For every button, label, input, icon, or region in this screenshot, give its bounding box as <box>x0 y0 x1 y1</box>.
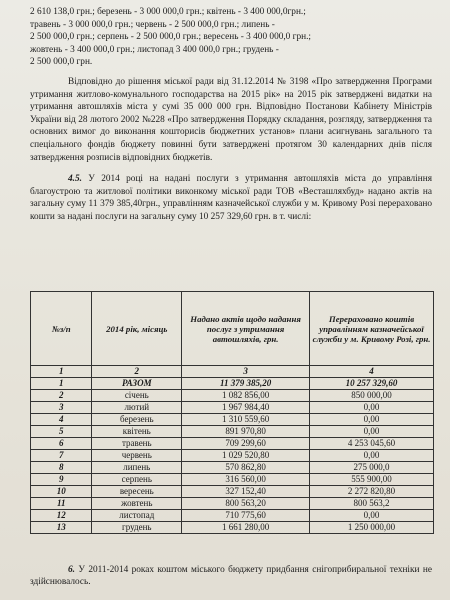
table-row <box>31 462 434 474</box>
table-row <box>31 450 434 462</box>
section-4-5-number: 4.5. <box>68 174 82 185</box>
row-number: 10 <box>31 486 92 498</box>
row-number: 2 <box>31 390 92 402</box>
row-number: 3 <box>31 402 92 414</box>
row-acts-amount: 1 310 559,60 <box>182 414 310 426</box>
row-transferred-amount: 555 900,00 <box>310 474 434 486</box>
row-month: червень <box>92 450 182 462</box>
index-cell: 3 <box>182 366 310 378</box>
table-row <box>31 414 434 426</box>
row-transferred-amount: 275 000,0 <box>310 462 434 474</box>
row-acts-amount: 327 152,40 <box>182 486 310 498</box>
row-acts-amount: 316 560,00 <box>182 474 310 486</box>
row-month: листопад <box>92 510 182 522</box>
row-month: вересень <box>92 486 182 498</box>
row-transferred-amount: 800 563,2 <box>310 498 434 510</box>
table-row <box>31 390 434 402</box>
intro-line-2: травень - 3 000 000,0 грн.; червень - 2 500 000,0 грн.; липень - <box>30 19 275 30</box>
header-transferred: Перераховано коштів управлінням казначейської служби у м. Кривому Розі, грн. <box>310 292 434 366</box>
row-number: 6 <box>31 438 92 450</box>
row-acts-amount: 800 563,20 <box>182 498 310 510</box>
table-row <box>31 498 434 510</box>
row-acts-amount: 1 082 856,00 <box>182 390 310 402</box>
intro-line-3: 2 500 000,0 грн.; серпень - 2 500 000,0 грн.; вересень - 3 400 000,0 грн.; <box>30 32 312 43</box>
header-number: №з/п <box>31 292 92 366</box>
table-row <box>31 510 434 522</box>
section-6-number: 6. <box>68 565 75 575</box>
row-number: 8 <box>31 462 92 474</box>
row-acts-amount: 709 299,60 <box>182 438 310 450</box>
row-transferred-amount: 0,00 <box>310 426 434 438</box>
row-number: 13 <box>31 522 92 534</box>
intro-line-5: 2 500 000,0 грн. <box>30 57 93 68</box>
row-month: РАЗОМ <box>92 378 182 390</box>
table-header-row <box>31 292 434 366</box>
section-6-paragraph <box>30 564 432 589</box>
row-number: 9 <box>31 474 92 486</box>
row-transferred-amount: 0,00 <box>310 450 434 462</box>
row-transferred-amount: 10 257 329,60 <box>310 378 434 390</box>
table-row <box>31 474 434 486</box>
table-row <box>31 426 434 438</box>
row-acts-amount: 1 661 280,00 <box>182 522 310 534</box>
intro-line-1: 2 610 138,0 грн.; березень - 3 000 000,0 грн.; квітень - 3 400 000,0грн.; <box>30 7 306 17</box>
row-month: серпень <box>92 474 182 486</box>
table-row <box>31 402 434 414</box>
section-6-text: У 2011-2014 роках коштом міського бюджету придбання снігоприбиральної техніки не здійснювалось. <box>30 565 432 588</box>
table-row <box>31 522 434 534</box>
table-body <box>31 366 434 534</box>
header-month: 2014 рік, місяць <box>92 292 182 366</box>
row-month: січень <box>92 390 182 402</box>
row-month: грудень <box>92 522 182 534</box>
budget-paragraph: Відповідно до рішення міської ради від 31.12.2014 № 3198 «Про затвердження Програми утримання житлово-комунального господарства на 2015 рік» на 2015 рік затверджені видатки на утримання автошляхів міста у сумі 35 000 000 грн. Відповідно Постанови Кабінету Міністрів України від 28 лютого 2002 №228 «Про затвердження Порядку складання, розгляду, затвердження та основних вимог до виконання кошторисів бюджетних установ» плани асигнувань загального та спеціального фондів бюджету повинні бути затверджені протягом 30 календарних днів після затвердження розписів відповідних бюджетів. <box>30 76 432 163</box>
table-index-row <box>31 366 434 378</box>
row-number: 7 <box>31 450 92 462</box>
row-number: 5 <box>31 426 92 438</box>
index-cell: 1 <box>31 366 92 378</box>
section-4-5-text: У 2014 році на надані послуги з утримання автошляхів міста до управління благоустрою та житлової політики виконкому міської ради ТОВ «Весташляхбуд» надано актів на загальну суму 11 379 385,40грн., управлінням казначейської служби у м. Кривому Розі перераховано кошти за надані послуги на загальну суму 10 257 329,60 грн. в т. числі: <box>30 174 432 222</box>
row-number: 1 <box>31 378 92 390</box>
row-acts-amount: 570 862,80 <box>182 462 310 474</box>
row-acts-amount: 1 029 520,80 <box>182 450 310 462</box>
row-transferred-amount: 4 253 045,60 <box>310 438 434 450</box>
row-month: липень <box>92 462 182 474</box>
row-transferred-amount: 850 000,00 <box>310 390 434 402</box>
intro-line-4: жовтень - 3 400 000,0 грн.; листопад 3 400 000,0 грн.; грудень - <box>30 44 279 55</box>
row-month: березень <box>92 414 182 426</box>
index-cell: 2 <box>92 366 182 378</box>
table-row <box>31 486 434 498</box>
row-transferred-amount: 0,00 <box>310 414 434 426</box>
row-acts-amount: 11 379 385,20 <box>182 378 310 390</box>
row-transferred-amount: 1 250 000,00 <box>310 522 434 534</box>
row-acts-amount: 891 970,80 <box>182 426 310 438</box>
row-month: квітень <box>92 426 182 438</box>
table-row <box>31 378 434 390</box>
table-row <box>31 438 434 450</box>
row-number: 12 <box>31 510 92 522</box>
payments-table <box>30 291 434 534</box>
index-cell: 4 <box>310 366 434 378</box>
row-acts-amount: 1 967 984,40 <box>182 402 310 414</box>
header-acts: Надано актів щодо надання послуг з утримання автошляхів, грн. <box>182 292 310 366</box>
row-month: травень <box>92 438 182 450</box>
row-month: жовтень <box>92 498 182 510</box>
row-acts-amount: 710 775,60 <box>182 510 310 522</box>
row-transferred-amount: 2 272 820,80 <box>310 486 434 498</box>
section-4-5-paragraph <box>30 173 432 223</box>
row-number: 4 <box>31 414 92 426</box>
row-month: лютий <box>92 402 182 414</box>
row-number: 11 <box>31 498 92 510</box>
row-transferred-amount: 0,00 <box>310 402 434 414</box>
row-transferred-amount: 0,00 <box>310 510 434 522</box>
